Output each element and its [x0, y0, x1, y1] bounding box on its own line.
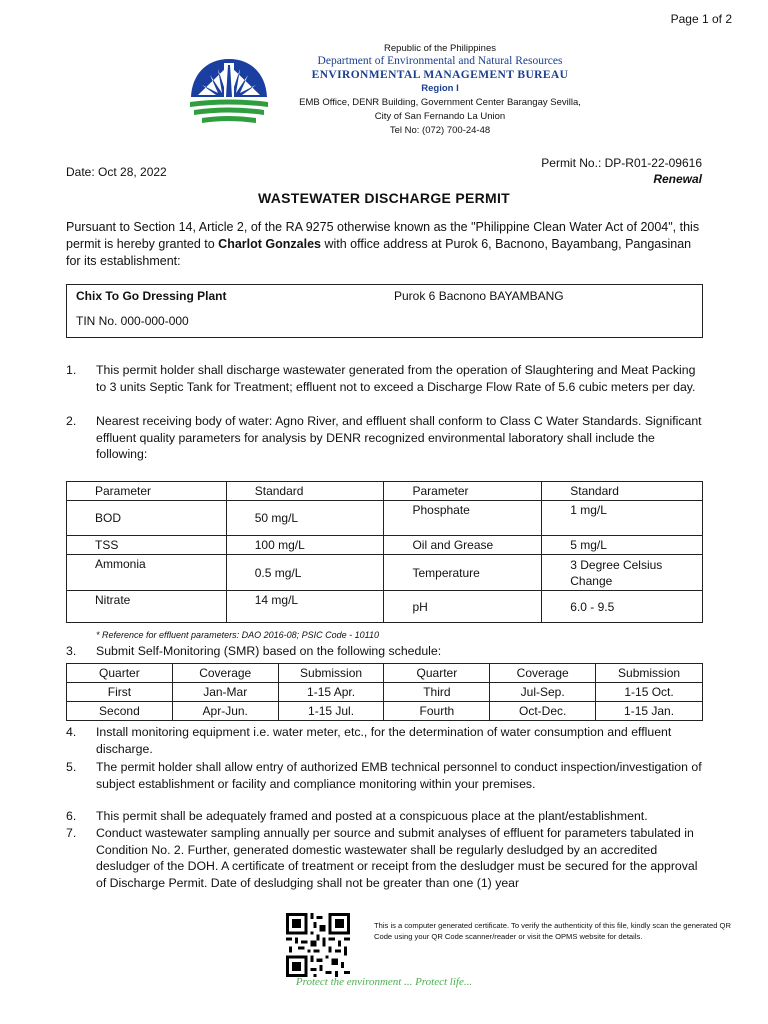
header-region: Region I	[421, 83, 459, 94]
emb-logo	[188, 57, 270, 129]
table-cell: 0.5 mg/L	[226, 555, 384, 591]
table-header-cell: Coverage	[172, 664, 278, 683]
permit-status: Renewal	[653, 172, 702, 186]
table-cell: 1-15 Oct.	[596, 683, 703, 702]
table-cell: 3 Degree Celsius Change	[542, 555, 703, 591]
table-row	[67, 536, 703, 555]
table-row	[67, 555, 703, 591]
table-header-row	[67, 482, 703, 501]
condition-text: This permit shall be adequately framed and posted at a conspicuous place at the plant/establishment.	[96, 809, 648, 823]
header-republic: Republic of the Philippines	[384, 43, 496, 54]
condition-text: Nearest receiving body of water: Agno River, and effluent shall conform to Class C Water Standards. Significant effluent quality parameters for analysis by DENR recognized environmental laboratory shall include the following:	[96, 414, 702, 461]
table-cell: Ammonia	[67, 555, 227, 591]
parameters-table	[66, 481, 703, 623]
table-cell: 6.0 - 9.5	[542, 591, 703, 623]
table-header-cell: Quarter	[384, 664, 490, 683]
table-cell: TSS	[67, 536, 227, 555]
table-row	[67, 591, 703, 623]
condition-number: 1.	[66, 363, 77, 377]
condition-number: 2.	[66, 414, 77, 428]
table-cell: 100 mg/L	[226, 536, 384, 555]
establishment-name: Chix To Go Dressing Plant	[76, 289, 227, 303]
establishment-address: Purok 6 Bacnono BAYAMBANG	[394, 289, 564, 303]
header-bureau: ENVIRONMENTAL MANAGEMENT BUREAU	[311, 69, 569, 81]
table-header-cell: Quarter	[67, 664, 173, 683]
condition-text: This permit holder shall discharge wastewater generated from the operation of Slaughtering and Meat Packing to 3 units Septic Tank for Treatment; effluent not to exceed a Discharge Flow Rate of 5.6 cubic meters per day.	[96, 363, 696, 394]
header-department: Department of Environmental and Natural Resources	[317, 55, 563, 67]
table-cell: 1-15 Jul.	[278, 702, 384, 721]
establishment-tin: TIN No. 000-000-000	[76, 314, 189, 328]
condition-number: 7.	[66, 826, 77, 840]
table-header-cell: Standard	[542, 482, 703, 501]
condition-text: Conduct wastewater sampling annually per source and submit analyses of effluent for parameters tabulated in Condition No. 2. Further, generated domestic wastewater shall be regularly desludged by an accredited desludger of the DOH. A certificate of treatment or receipt from the desludger must be secured for the approval of Discharge Permit. Date of desludging shall not be greater than one (1) year	[96, 826, 698, 890]
footer-slogan: Protect the environment ... Protect life...	[295, 976, 473, 988]
intro-paragraph	[66, 219, 706, 270]
table-header-cell: Standard	[226, 482, 384, 501]
table-cell: Jul-Sep.	[490, 683, 596, 702]
header-tel: Tel No: (072) 700-24-48	[389, 125, 491, 136]
table-cell: Temperature	[384, 555, 542, 591]
parameters-reference-note: * Reference for effluent parameters: DAO 2016-08; PSIC Code - 10110	[96, 630, 379, 640]
permit-date: Date: Oct 28, 2022	[66, 165, 167, 179]
condition-text: The permit holder shall allow entry of authorized EMB technical personnel to conduct inspection/investigation of subject establishment or facility and compliance monitoring within your premises.	[96, 760, 702, 791]
table-cell: 1-15 Apr.	[278, 683, 384, 702]
page-number: Page 1 of 2	[670, 12, 732, 26]
table-cell: 14 mg/L	[226, 591, 384, 623]
header-address-line2: City of San Fernando La Union	[374, 111, 506, 122]
certificate-note: This is a computer generated certificate. To verify the authenticity of this file, kindly scan the generated QR Code using your QR Code scanner/reader or visit the OPMS website for details.	[374, 921, 731, 941]
condition-number: 4.	[66, 725, 77, 739]
table-row	[67, 683, 703, 702]
table-cell: First	[67, 683, 173, 702]
header-address-line1: EMB Office, DENR Building, Government Center Barangay Sevilla,	[299, 97, 581, 108]
document-title: WASTEWATER DISCHARGE PERMIT	[257, 190, 511, 206]
table-cell: 1-15 Jan.	[596, 702, 703, 721]
table-cell: Apr-Jun.	[172, 702, 278, 721]
table-cell: Third	[384, 683, 490, 702]
table-header-cell: Coverage	[490, 664, 596, 683]
table-cell: Oct-Dec.	[490, 702, 596, 721]
table-header-cell: Submission	[278, 664, 384, 683]
condition-number: 6.	[66, 809, 77, 823]
table-header-cell: Submission	[596, 664, 703, 683]
table-cell: Jan-Mar	[172, 683, 278, 702]
table-cell: BOD	[67, 501, 227, 536]
condition-number: 3.	[66, 644, 77, 658]
condition-text: Submit Self-Monitoring (SMR) based on the following schedule:	[96, 644, 442, 658]
table-cell: Fourth	[384, 702, 490, 721]
table-header-row	[67, 664, 703, 683]
qr-code-icon[interactable]	[286, 913, 350, 977]
table-row	[67, 702, 703, 721]
table-cell: Oil and Grease	[384, 536, 542, 555]
table-cell: Nitrate	[67, 591, 227, 623]
condition-number: 5.	[66, 760, 77, 774]
intro-after: with office address at Purok 6, Bacnono, Bayambang, Pangasinan for its establishment:	[66, 237, 692, 268]
schedule-table	[66, 663, 703, 721]
table-cell: Second	[67, 702, 173, 721]
table-header-cell: Parameter	[384, 482, 542, 501]
table-header-cell: Parameter	[67, 482, 227, 501]
permit-holder-name: Charlot Gonzales	[218, 237, 321, 251]
condition-text: Install monitoring equipment i.e. water meter, etc., for the determination of water consumption and effluent discharge.	[96, 725, 672, 756]
table-cell: 5 mg/L	[542, 536, 703, 555]
table-cell: 50 mg/L	[226, 501, 384, 536]
intro-before: Pursuant to Section 14, Article 2, of the RA 9275 otherwise known as the "Philippine Clean Water Act of 2004", this permit is hereby granted to	[66, 220, 700, 251]
table-cell: pH	[384, 591, 542, 623]
table-cell: Phosphate	[384, 501, 542, 536]
permit-number: Permit No.: DP-R01-22-09616	[541, 156, 702, 170]
table-row	[67, 501, 703, 536]
table-cell: 1 mg/L	[542, 501, 703, 536]
